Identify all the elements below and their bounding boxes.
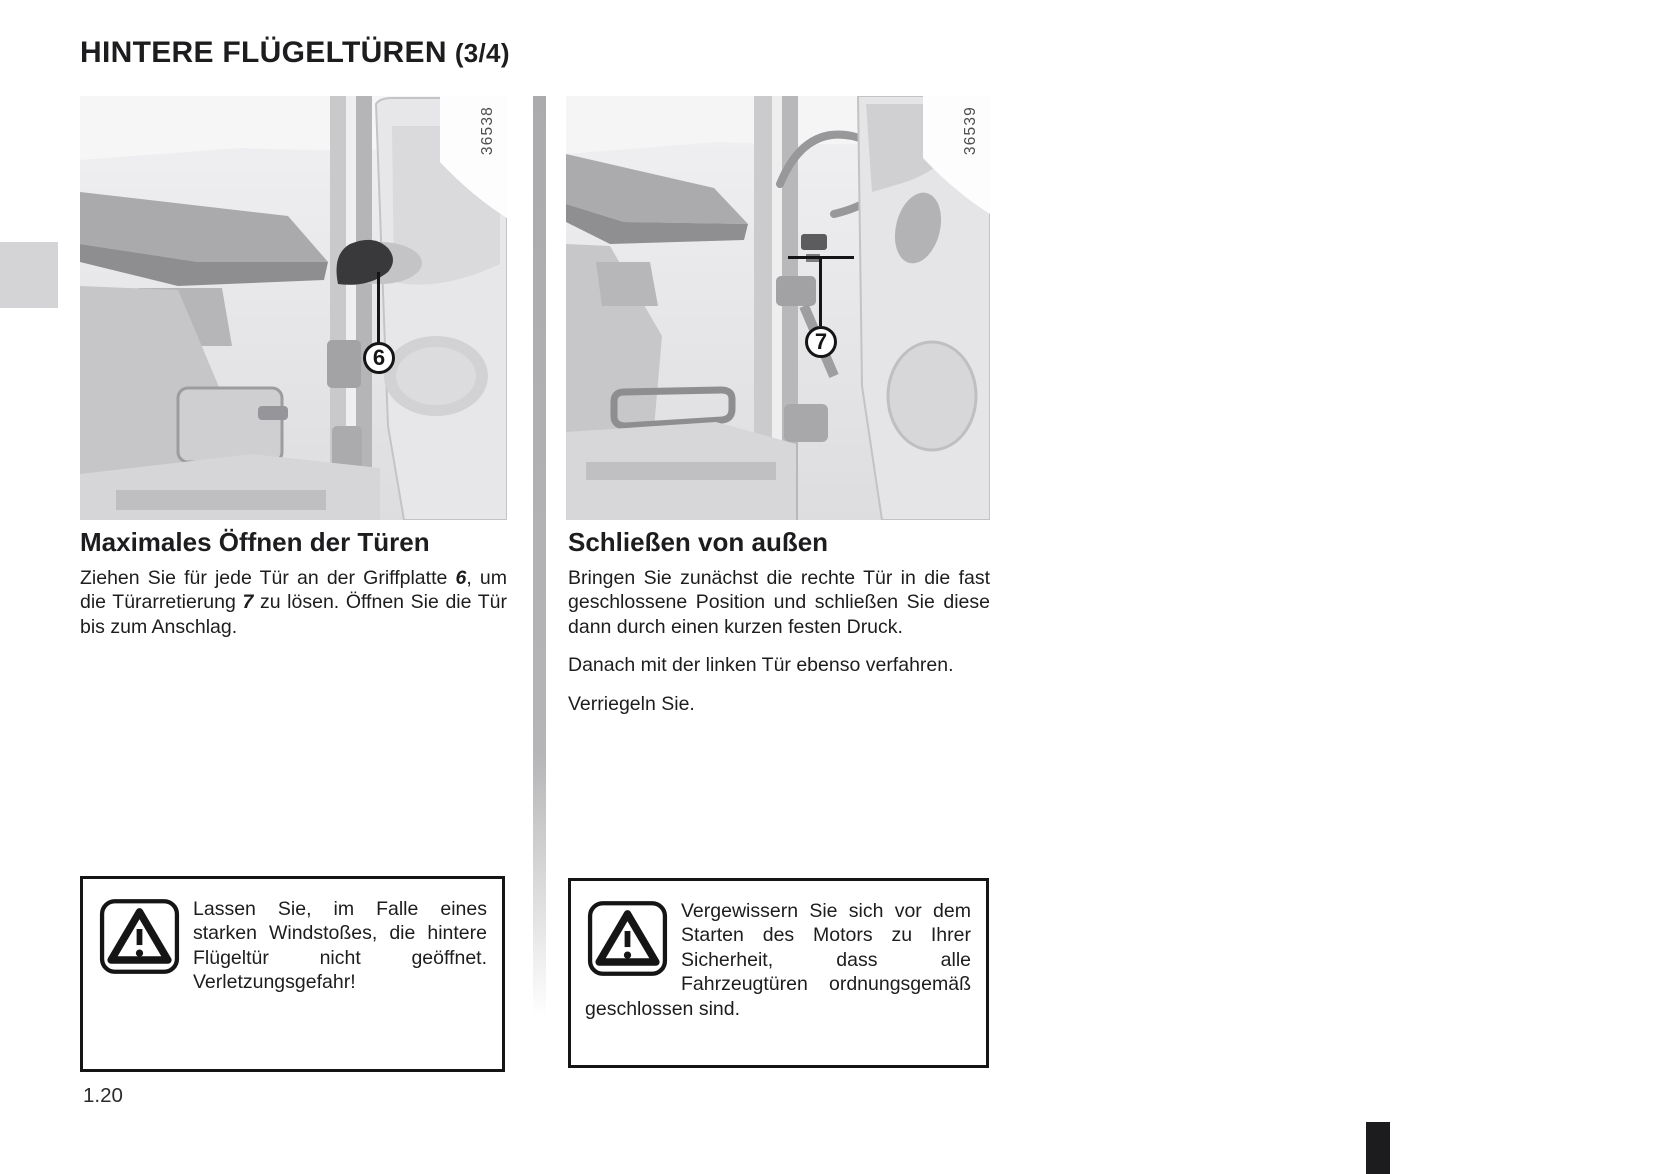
page-title-text: HINTERE FLÜGELTÜREN (80, 36, 447, 69)
warning-box-doors-closed (568, 878, 989, 1068)
section-heading-close-outside: Schließen von außen (568, 527, 829, 557)
warning-triangle-icon (98, 898, 181, 975)
text-run: zu lösen. Öffnen Sie die Tür bis zum Anschlag. (80, 591, 507, 638)
callout-6-badge: 6 (363, 342, 395, 374)
callout-7-badge: 7 (805, 326, 837, 358)
warning-triangle-icon (586, 900, 669, 977)
page-title-suffix: (3/4) (454, 38, 510, 68)
photo-id-label: 36539 (962, 106, 979, 156)
figure-door-close-photo (566, 96, 990, 520)
page-title (80, 36, 510, 70)
section-heading-open-doors: Maximales Öffnen der Türen (80, 527, 430, 557)
section-body-open-doors (80, 566, 507, 653)
figure-door-open-photo (80, 96, 507, 520)
chapter-edge-tab (0, 242, 58, 308)
warning-text: Lassen Sie, im Falle eines starken Windstoßes, die hintere Flügeltür nicht geöffnet. Verletzungsgefahr! (193, 898, 487, 994)
text-run: Ziehen Sie für jede Tür an der Griffplatte (80, 567, 456, 589)
paragraph: Danach mit der linken Tür ebenso verfahren. (568, 654, 954, 677)
warning-box-wind-gust (80, 876, 505, 1072)
paragraph (80, 566, 507, 639)
column-divider (533, 96, 546, 1036)
callout-7-leader-line-vertical (819, 256, 822, 326)
callout-6-leader-line (377, 272, 380, 344)
callout-reference-7: 7 (242, 591, 254, 614)
text-run: , um die Türarretierung (80, 567, 507, 614)
photo-id-label: 36538 (479, 106, 496, 156)
warning-text: Vergewissern Sie sich vor dem Starten des Motors zu Ihrer Sicherheit, dass alle Fahrzeugtüren ordnungsgemäß geschlossen sind. (585, 900, 971, 1020)
section-body-close-outside (568, 566, 990, 730)
van-rear-door-retainer-illustration (566, 96, 990, 520)
section-bookmark-mark (1366, 1122, 1390, 1174)
van-rear-door-open-illustration (80, 96, 507, 520)
page-number: 1.20 (83, 1084, 123, 1107)
paragraph: Bringen Sie zunächst die rechte Tür in die fast geschlossene Position und schließen Sie diese dann durch einen kurzen festen Druck. (568, 567, 990, 638)
callout-reference-6: 6 (455, 567, 467, 589)
paragraph: Verriegeln Sie. (568, 692, 695, 715)
